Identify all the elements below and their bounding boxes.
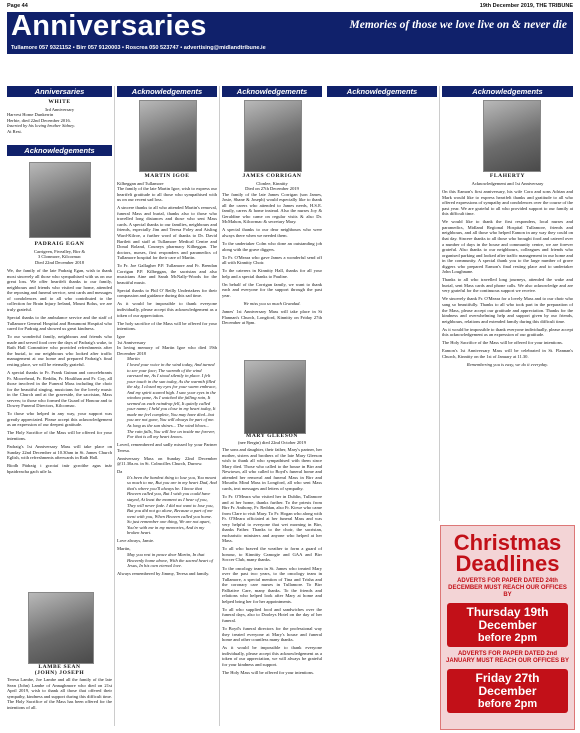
igoe-notice	[117, 172, 217, 579]
notice-line: Clonlee, Kinnitty	[256, 180, 288, 186]
notice-paragraph: A sincere thanks to all who attended Martin's removal, funeral Mass and burial, thanks also to those who travelled long distances and those who sent Mass cards. A special thanks to our families, neighbours and friends, especially Jim and Teresa Foley and Aisling Ward-Kilroe, a further word of thanks to Dr. David Bartlett and staff at Tullamore Medical Centre and Donal Boland, Couneys pharmacy Kilbeggan. The doctors, nurses, first responders and paramedics of Tullamore hospital for their care of Martin.	[117, 205, 217, 261]
notice-line: Herbie, died 22nd December 2016.	[7, 117, 71, 123]
contact-bar: Tullamore 057 9321152 • Birr 057 9120003 • Roscrea 050 523747 • advertising@midlandtribune.ie	[7, 42, 573, 54]
notice-paragraph: The holy sacrifice of the Mass will be offered for your intentions.	[117, 320, 217, 332]
ad-title-line: Deadlines	[455, 551, 560, 576]
portrait-photo-egan	[29, 162, 91, 238]
notice-paragraph: As it would be impossible to thank everyone individually, please accept this acknowledgement as a token of our appreciation.	[117, 301, 217, 318]
ad-deadline-date: Thursday 19th December	[466, 605, 549, 632]
notice-paragraph: A special thanks to Fr. Frank Guinan and concelebrants Fr. Moorehead, Fr. Reddin, Fr. Houlihan and Fr. Coy, all those involved in the Funeral Mass including the choir for the beautiful singing, musicians for the lovely music in the Church and at the graveside, the sacristan, Mass servers; to those who formed the Guard of Honour and to Dowey Funeral Directors, Kilcormac.	[7, 369, 112, 409]
notice-paragraph: Kilbeggan and Tullamore	[117, 180, 164, 186]
notice-paragraph: To Fr. O'Meara who gave James a wonderful send off all with Kinnitty Choir.	[222, 254, 322, 266]
notice-line: Acknowledgement and 1st Anniversary	[471, 180, 544, 186]
notice-paragraph: As it would be impossible to thank everyone individually, please accept this acknowledgement as a token of our appreciation, we will always be grateful for your kindness and support.	[222, 645, 322, 667]
column-divider	[439, 86, 440, 521]
section-anniversaries: Anniversaries	[7, 86, 112, 97]
portrait-photo-gleeson	[244, 360, 306, 434]
notice-paragraph: To the caterers in Kinnitty Hall, thanks for all your help and a special thanks to Pauline.	[222, 268, 322, 279]
notice-paragraph: Love always, Jamie.	[117, 538, 155, 544]
notice-paragraph: We miss you so much Grandad.	[243, 300, 301, 306]
page-title: Anniversaries	[11, 10, 207, 42]
notice-paragraph: Eamon's 1st Anniversary Mass will be celebrated in St. Flannan's Church, Kinnitty on the 1st of January at 11.30.	[442, 348, 573, 359]
notice-paragraph: Igoe	[117, 334, 126, 340]
ad-deadline-time: before 2pm	[477, 632, 538, 644]
portrait-photo-igoe	[139, 100, 197, 172]
notice-line: 3 Clonmore, Kilcormac	[37, 254, 82, 260]
section-acknowledgements: Acknowledgements	[442, 86, 573, 97]
poem-text: May you rest in peace dear Martin, In that Heavenly home above, With the sacred heart of Jesus, In his own eternal love.	[127, 551, 213, 569]
ad-deadline-date: Friday 27th December	[475, 671, 540, 698]
white-anniversary	[7, 98, 112, 134]
notice-paragraph: 1st Anniversary	[117, 339, 146, 345]
notice-name: WHITE	[48, 99, 71, 105]
notice-paragraph: We sincerely thank Fr. O'Meara for a lovely Mass and to our choir who sang so beautifully. Thanks to all who took part in the preparation of the Mass, please accept our gratitude and appreciation. Thanks for the kindness and overwhelming help and support given by our friends, neighbours, relations and extended family during this difficult time.	[442, 296, 573, 324]
page-banner	[7, 12, 573, 42]
notice-paragraph: A special thanks to our dear neighbours who were always there when we needed them.	[222, 227, 322, 238]
section-acknowledgements: Acknowledgements	[7, 145, 112, 156]
notice-paragraph: The Holy Mass will be offered for your intentions.	[222, 669, 314, 675]
notice-paragraph: As it would be impossible to thank everyone individually, please accept this acknowledgement as an expression of our gratitude.	[442, 326, 573, 338]
column-divider	[114, 86, 115, 726]
notice-paragraph: To all who braved the weather to form a guard of honour, to Kinnitty Camogie and GAA and Birr Soccer Club, many thanks.	[222, 546, 322, 563]
notice-paragraph: To Fr. Joe Gallagher P.P. Tullamore and Fr. Brendan Corrigan P.P. Kilbeggan, the sacristan and also musicians Aine and Sarah McNally-Woods for the beautiful music.	[117, 263, 217, 285]
notice-paragraph: In loving memory of Martin Igoe who died 19th December 2018	[117, 345, 217, 356]
notice-paragraph: Always remembered by Jimmy, Teresa and family.	[117, 571, 210, 577]
portrait-photo-lambe	[28, 592, 94, 664]
notice-paragraph: Teresa Lambe, Joe Lambe and all the family of the late Sean (John) Lambe of Annaghmore who died on 21st April 2019, wish to thank all those that offered their sympathy, kindness and support during this difficult time. The Holy Sacrifice of the Mass has been offered for the intentions of all.	[7, 677, 112, 710]
notice-paragraph: The family of the late Martin Igoe, wish to express our heartfelt gratitude to all those who sympathised with us on our recent sad loss.	[117, 186, 217, 203]
notice-line: Died on 27th December 2019	[245, 186, 299, 192]
gleeson-notice	[222, 434, 322, 678]
section-acknowledgements: Acknowledgements	[222, 86, 322, 97]
ad-title-line: Christmas	[453, 530, 562, 555]
ad-title	[441, 532, 574, 574]
notice-paragraph: Thanks to all who travelled long journeys, attended the wake and burial, sent Mass cards and phone calls. We also acknowledge and are very grateful for the continuous support we receive.	[442, 277, 573, 294]
notice-line: Inserted by his loving brother Sidney.	[7, 123, 76, 129]
notice-paragraph: Bíodh Pádraig i gcroiaí inár gcroíthe agus inár bpaidreacha gach uile la.	[7, 463, 112, 474]
page-tagline: Memories of those we love live on & never die	[349, 19, 567, 31]
notice-paragraph: Da	[117, 469, 123, 475]
page-number: Page 44	[7, 3, 28, 9]
flaherty-notice	[442, 172, 573, 370]
notice-paragraph: We, the family of the late Padraig Egan, wish to thank most sincerely all those who sympathised with us on our great loss. We offer heartfelt thanks to our family, neighbours and friends who visited our home, attended the reposing and funeral service, sent cards and messages of condolences and to all who contributed to the collection for Brain Injury Ireland, Mount Bolus, we are truly grateful.	[7, 268, 112, 313]
notice-name: (JOHN) JOSEPH	[34, 669, 85, 676]
notice-paragraph: Anniversary Mass on Sunday 22nd December @11.30a.m. in St. Colmcilles Church, Durrow.	[117, 455, 217, 467]
notice-paragraph: To those who helped in any way, your support was greatly appreciated. Please accept this acknowledgement as an expression of our deepest gratitude.	[7, 411, 112, 428]
notice-name: LAMBE SEAN	[38, 664, 81, 670]
poem-text: I loved your voice in the wind today, And turned to see your face; The warmth of the wind caressed me, As I stood silently in place. I felt your touch in the sun today, As the warmth filled the sky, I closed my eyes for your warm embrace, And my spirit soared high. I saw your eyes in the window pane, As I watched the falling rain, It seemed as each raindrop fell, It quietly called your name; I held you close in my heart today, It made me feel complete, You may have died...but you are not gone, You will always be part of me. As long as the sun shines... The wind blows... The rain falls, You will live on inside me forever, For that is all my heart knows.	[127, 361, 217, 440]
notice-paragraph: The Holy Sacrifice of the Mass will be offered for your intentions.	[442, 340, 563, 346]
notice-paragraph: We would like to thank the first responders, local nurses and paramedics, Midland Regional Hospital Tullamore, friends and neighbours, and all those who helped Eamon in any way they could on that day. Sincere thanks to all those who brought food and catered over a number of days in the house and community centre, we are forever grateful. Also thanks to our neighbours, colleagues and friends who organised parking and looked after traffic management in our home and in the community. A special thank you to the large number of grave diggers who prepared Eamon's final resting place and to undertaker John Loughnane.	[442, 219, 573, 275]
ad-deadline-text: ADVERTS FOR PAPER DATED 24th DECEMBER MUST REACH OUR OFFICES BY	[448, 578, 567, 598]
notice-name: PADRAIG EGAN	[34, 241, 85, 247]
notice-paragraph: To our wonderful family, neighbours and friends who made and served food over the days of Padraig's wake, to Rath Hall Committee who provided refreshments after the burial, to our neighbours who looked after traffic management at our home and prepared Padraig's final resting place, we will be eternally grateful.	[7, 334, 112, 367]
egan-notice	[7, 240, 112, 477]
notice-paragraph: Padraig's 1st Anniversary Mass will take place on Sunday 22nd December at 10.30am in St. James Church Eglish, with refreshments afterwards in Rath Hall.	[7, 444, 112, 461]
ad-deadline-text: ADVERTS FOR PAPER DATED 2nd JANUARY MUST REACH OUR OFFICES BY	[445, 651, 569, 664]
lambe-notice	[7, 665, 112, 713]
notice-name: JAMES CORRIGAN	[242, 173, 302, 179]
column-divider	[219, 86, 220, 726]
notice-paragraph: The sons and daughter, their father, Mary's partner, her mother, sisters and brothers of the late Mary Gleeson wish to thank all who sympathised with them since Mary died. Those who called to the house in Birr and Newtown, all who called to Boyd's funeral home and attended her removal and funeral Mass in Birr and Mourths Mind Mass in Longford, all who sent Mass cards, text messages and letters of sympathy.	[222, 447, 322, 491]
portrait-photo-flaherty	[483, 100, 541, 172]
christmas-deadlines-ad	[440, 525, 575, 730]
section-acknowledgements: Acknowledgements	[327, 86, 437, 97]
notice-paragraph: The family of the late James Corrigan (son James, Josie, Shane & Joseph) would especially like to thank all the carers who attended to James needs, H.S.E. family, carers & home instead. Also the nurses Joy & Geraldine who came on regular visits & also Dr. McMahon, Kilcormac & secretary Mary.	[222, 191, 322, 225]
notice-paragraph: To the oncology team in St. James who treated Mary over the past two years, to the oncology team in Tullamore, a special mention of Tina and Trisha and the coronary care nurses in Tullamore. To Birr Palliative Care, many thanks. To the friends and relations who helped look after Mary at home and helped bring her for her appointments.	[222, 565, 322, 604]
section-acknowledgements: Acknowledgements	[117, 86, 217, 97]
notice-line: At Rest.	[7, 128, 22, 134]
notice-paragraph: To all who supplied food and sandwiches over the funeral days, also to Dooleys Hotel on the day of her funeral.	[222, 606, 322, 623]
ad-deadline-box	[447, 603, 568, 647]
issue-date: 19th December 2019, THE TRIBUNE	[479, 3, 573, 9]
notice-line: Died 22nd December 2018	[34, 259, 85, 265]
notice-paragraph: Martin,	[117, 546, 131, 552]
notice-name: FLAHERTY	[489, 173, 526, 179]
portrait-photo-corrigan	[244, 100, 302, 172]
notice-name: MARY GLEESON	[246, 433, 298, 439]
poem-title: Martin	[127, 356, 140, 362]
notice-paragraph: On behalf of the Corrigan family, we want to thank each and everyone for the support through the past year.	[222, 281, 322, 298]
notice-line: Carrigeen, Fivealley, Birr &	[33, 248, 86, 254]
notice-line: Harvest Home Dunkerrin	[7, 112, 54, 118]
notice-paragraph: Loved, remembered and sadly missed by your Partner Teresa.	[117, 442, 217, 453]
notice-paragraph: On this Eamon's first anniversary, his wife Cora and sons Adrian and Mark would like to express heartfelt thanks and gratitude to all who offered expressions of sympathy and condolences over the course of the past year. We are grateful to all who provided support to our family at this difficult time.	[442, 189, 573, 217]
notice-name: MARTIN IGOE	[144, 173, 190, 179]
notice-paragraph: James' 1st Anniversary Mass will take place in St Flannan's Church, Longford, Kinnitty on Friday 27th December at 8pm.	[222, 308, 322, 326]
corrigan-notice	[222, 172, 322, 328]
notice-paragraph: To Boyd's funeral directors for the professional way they treated everyone at Mary's house and funeral home and other countless many thanks.	[222, 626, 322, 643]
notice-line: 3rd Anniversary	[44, 106, 75, 112]
notice-paragraph: Special thanks to Phil O' Reilly Undertakers for their compassion and guidance during this sad time.	[117, 287, 217, 299]
notice-paragraph: To Fr. O'Meara who visited her in Dublin, Tullamore and at her home, thanks further. To the priests from Birr Fr. Anthony, Fr. Reddan, also Fr. Kirwe who came from Clare to visit Mary. To Fr. Hogan who along with Fr. O'Meara officiated at her funeral Mass and was very helpful to everyone that wet morning in Birr, thanks Father. Thanks to the choir, the sacristan, eucharistic ministers and anyone who helped at her Mass.	[222, 493, 322, 544]
poem-text: It's been the hardest thing to lose you, You meant so much to me, But you are in my heart Dad, And that's where you'll always be. I know that Heaven called you, But I wish you could have stayed, At least the moment as I hear of you, They will never fade. I did not want to lose you, But you did not go alone, Because a part of me went with you, When Heaven called you home. So just remember one thing, We are not apart, You're with me in my memories, And in my broken heart.	[127, 474, 217, 536]
notice-paragraph: The Holy Sacrifice of the Mass will be offered for your intentions.	[7, 430, 112, 441]
ad-deadline-time: before 2pm	[477, 698, 538, 710]
ad-deadline-box	[447, 669, 568, 713]
notice-paragraph: To the undertaker Colm who done an outstanding job along with the grave diggers.	[222, 241, 322, 252]
notice-line: (nee Bergin) died 22nd October 2019	[238, 439, 306, 445]
notice-paragraph: Remembering you is easy, we do it everyday.	[466, 361, 549, 367]
notice-paragraph: Special thanks to the ambulance service and the staff of Tullamore General Hospital and Beaumont Hospital who cared for Padraig and showed us great kindness.	[7, 315, 112, 332]
